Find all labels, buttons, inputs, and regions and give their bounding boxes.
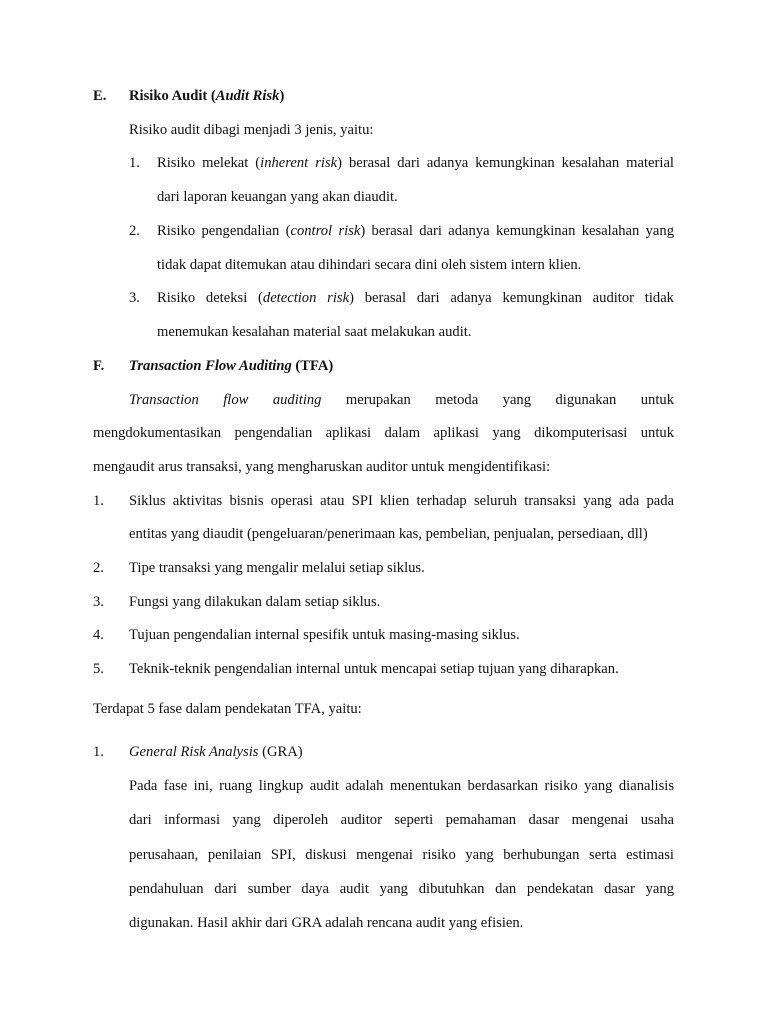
phase-paragraph-line: dari informasi yang diperoleh auditor seperti pemahaman dasar mengenai usaha (129, 812, 674, 828)
risk-item-number: 3. (129, 290, 140, 306)
tfa-list-item: entitas yang diaudit (pengeluaran/penerimaan kas, pembelian, penjualan, persediaan, dll) (129, 526, 648, 542)
tfa-list-item: Siklus aktivitas bisnis operasi atau SPI klien terhadap seluruh transaksi yang ada pada (129, 493, 674, 509)
section-f-letter: F. (93, 358, 105, 374)
phase-paragraph-line: pendahuluan dari sumber daya audit yang dibutuhkan dan pendekatan dasar yang (129, 881, 674, 897)
risk-item-line: Risiko pengendalian (control risk) berasal dari adanya kemungkinan kesalahan yang (157, 223, 674, 239)
tfa-paragraph-line: mengaudit arus transaksi, yang mengharuskan auditor untuk mengidentifikasi: (93, 459, 551, 475)
tfa-list-number: 5. (93, 661, 104, 677)
section-f-title: Transaction Flow Auditing (TFA) (129, 358, 334, 374)
tfa-paragraph-line: Transaction flow auditing merupakan metoda yang digunakan untuk (129, 392, 674, 408)
phase-paragraph-line: digunakan. Hasil akhir dari GRA adalah rencana audit yang efisien. (129, 915, 524, 931)
tfa-list-item: Tipe transaksi yang mengalir melalui setiap siklus. (129, 560, 425, 576)
tfa-paragraph-line: mengdokumentasikan pengendalian aplikasi dalam aplikasi yang dikomputerisasi untuk (93, 425, 674, 441)
tfa-list-number: 4. (93, 627, 104, 643)
risk-item-line: tidak dapat ditemukan atau dihindari secara dini oleh sistem intern klien. (157, 257, 582, 273)
risk-item-line: dari laporan keuangan yang akan diaudit. (157, 189, 398, 205)
risk-item-number: 1. (129, 155, 140, 171)
phases-intro: Terdapat 5 fase dalam pendekatan TFA, yaitu: (93, 701, 362, 717)
section-e-title: Risiko Audit (Audit Risk) (129, 88, 285, 104)
risk-item-number: 2. (129, 223, 140, 239)
phase-number: 1. (93, 744, 104, 760)
tfa-list-number: 1. (93, 493, 104, 509)
risk-item-line: Risiko melekat (inherent risk) berasal dari adanya kemungkinan kesalahan material (157, 155, 674, 171)
tfa-list-item: Teknik-teknik pengendalian internal untuk mencapai setiap tujuan yang diharapkan. (129, 661, 619, 677)
risk-item-line: menemukan kesalahan material saat melakukan audit. (157, 324, 472, 340)
tfa-list-number: 3. (93, 594, 104, 610)
section-e-intro: Risiko audit dibagi menjadi 3 jenis, yaitu: (129, 122, 374, 138)
section-e-letter: E. (93, 88, 107, 104)
tfa-list-number: 2. (93, 560, 104, 576)
phase-paragraph-line: Pada fase ini, ruang lingkup audit adalah menentukan berdasarkan risiko yang dianalisis (129, 778, 674, 794)
phase-title: General Risk Analysis (GRA) (129, 744, 303, 760)
risk-item-line: Risiko deteksi (detection risk) berasal dari adanya kemungkinan auditor tidak (157, 290, 674, 306)
tfa-list-item: Fungsi yang dilakukan dalam setiap siklus. (129, 594, 381, 610)
tfa-list-item: Tujuan pengendalian internal spesifik untuk masing-masing siklus. (129, 627, 520, 643)
phase-paragraph-line: perusahaan, penilaian SPI, diskusi mengenai risiko yang berhubungan serta estimasi (129, 847, 674, 863)
